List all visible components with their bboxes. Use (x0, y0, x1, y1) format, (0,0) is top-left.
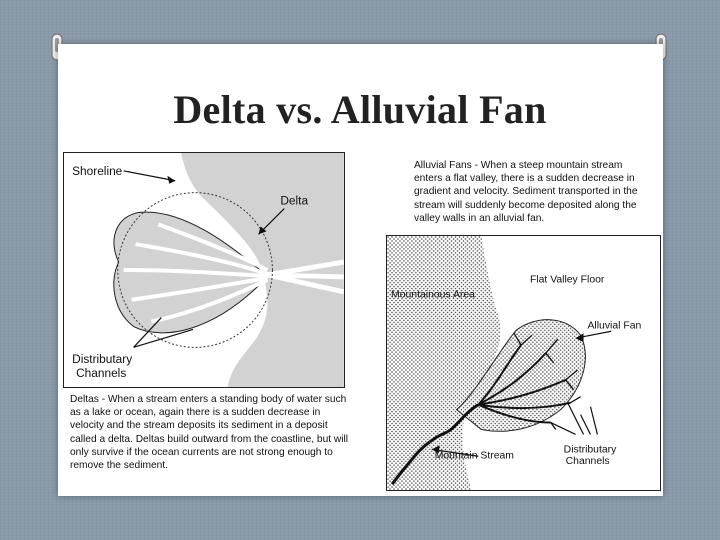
fan-label-flat-valley-floor: Flat Valley Floor (529, 274, 605, 286)
fan-label-channels: Channels (565, 456, 610, 468)
fan-label-mountainous-area: Mountainous Area (391, 289, 475, 301)
fan-label-distributary: Distributary (563, 444, 617, 456)
delta-label-delta: Delta (280, 193, 309, 208)
fan-label-mountain-stream: Mountain Stream (434, 450, 514, 462)
delta-diagram (63, 152, 345, 388)
alluvial-fan-diagram (386, 235, 661, 491)
delta-label-channels: Channels (76, 366, 127, 381)
delta-caption: Deltas - When a stream enters a standing body of water such as a lake or ocean, again there is a sudden decrease in velocity and the stream deposits its sediment in a deposit called a delta. Deltas build outward from the coastline, but will only survive if the ocean currents are not strong enough to remove the sediment. (70, 394, 349, 472)
delta-label-shoreline: Shoreline (72, 163, 123, 178)
fan-label-alluvial-fan: Alluvial Fan (587, 320, 642, 332)
delta-label-distributary: Distributary (72, 352, 133, 367)
fan-caption: Alluvial Fans - When a steep mountain stream enters a flat valley, there is a sudden decrease in gradient and velocity. Sediment transported in the stream will suddenly become deposited along the valley walls in an alluvial fan. (414, 160, 638, 224)
slide-title: Delta vs. Alluvial Fan (173, 87, 547, 132)
